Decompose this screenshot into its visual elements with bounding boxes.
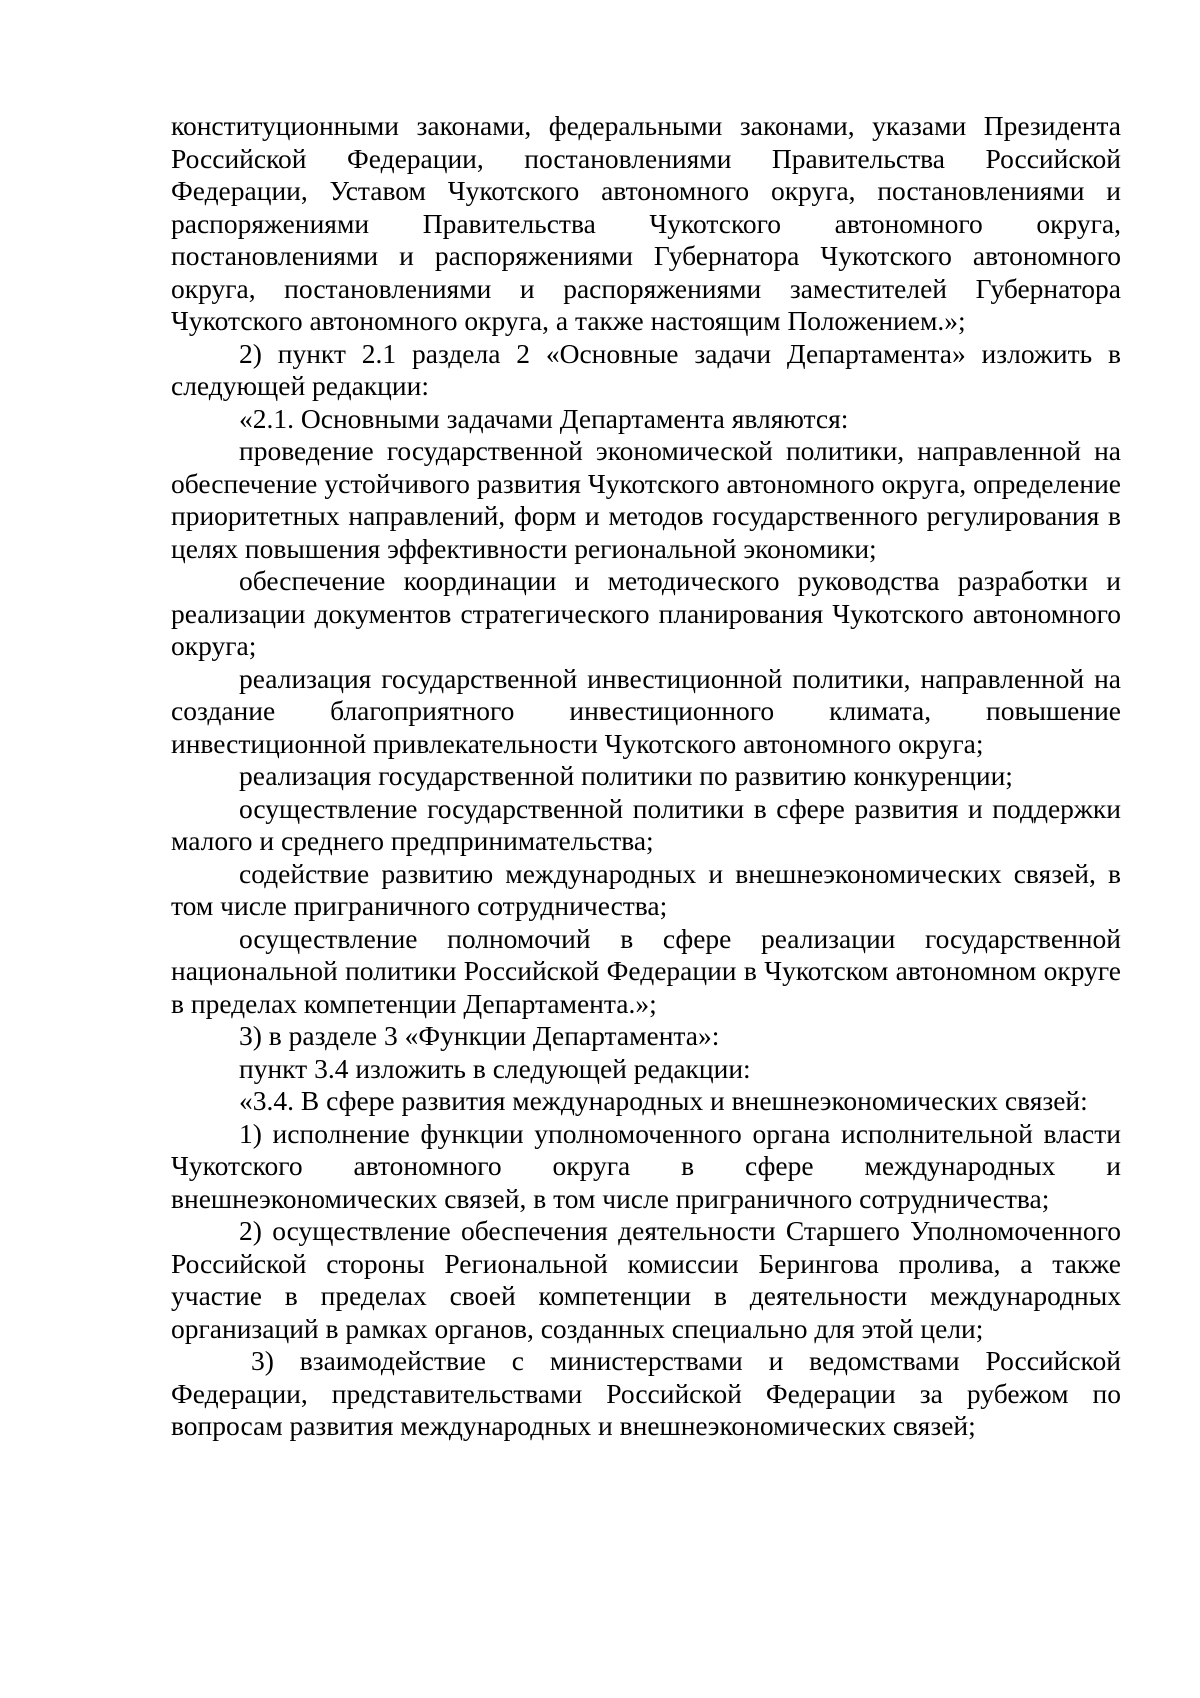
paragraph-12: пункт 3.4 изложить в следующей редакции: bbox=[239, 1052, 751, 1084]
paragraph-1: конституционными законами, федеральными законами, указами Президента Российской Федерации, постановлениями Правительства Российской Федерации, Уставом Чукотского автономного округа, постановлениями и распоряжениями Правительства Чукотского автономного округа, постановлениями и распоряжениями Губернатора Чукотского автономного округа, постановлениями и распоряжениями заместителей Губернатора Чукотского автономного округа, а также настоящим Положением.»; bbox=[171, 110, 1121, 336]
paragraph-8: осуществление государственной политики в сфере развития и поддержки малого и среднего предпринимательства; bbox=[171, 792, 1121, 856]
paragraph-9: содействие развитию международных и внешнеэкономических связей, в том числе приграничного сотрудничества; bbox=[171, 857, 1121, 921]
paragraph-11: 3) в разделе 3 «Функции Департамента»: bbox=[239, 1020, 720, 1051]
paragraph-15: 2) осуществление обеспечения деятельности Старшего Уполномоченного Российской стороны Региональной комиссии Берингова пролива, а также участие в пределах своей компетенции в деятельности международных организаций в рамках органов, созданных специально для этой цели; bbox=[171, 1215, 1121, 1344]
paragraph-5: обеспечение координации и методического руководства разработки и реализации документов стратегического планирования Чукотского автономного округа; bbox=[171, 565, 1121, 661]
paragraph-3: «2.1. Основными задачами Департамента являются: bbox=[239, 402, 849, 434]
paragraph-14: 1) исполнение функции уполномоченного органа исполнительной власти Чукотского автономного округа в сфере международных и внешнеэкономических связей, в том числе приграничного сотрудничества; bbox=[171, 1117, 1121, 1214]
paragraph-4: проведение государственной экономической политики, направленной на обеспечение устойчивого развития Чукотского автономного округа, определение приоритетных направлений, форм и методов государственного регулирования в целях повышения эффективности региональной экономики; bbox=[171, 435, 1121, 564]
paragraph-10: осуществление полномочий в сфере реализации государственной национальной политики Российской Федерации в Чукотском автономном округе в пределах компетенции Департамента.»; bbox=[171, 922, 1121, 1019]
document-body bbox=[171, 110, 1121, 1443]
paragraph-2: 2) пункт 2.1 раздела 2 «Основные задачи Департамента» изложить в следующей редакции: bbox=[171, 337, 1121, 401]
paragraph-13: «3.4. В сфере развития международных и внешнеэкономических связей: bbox=[239, 1085, 1088, 1116]
paragraph-6: реализация государственной инвестиционной политики, направленной на создание благоприятного инвестиционного климата, повышение инвестиционной привлекательности Чукотского автономного округа; bbox=[171, 662, 1121, 759]
paragraph-7: реализация государственной политики по развитию конкуренции; bbox=[239, 760, 1013, 791]
paragraph-16: 3) взаимодействие с министерствами и ведомствами Российской Федерации, представительствами Российской Федерации за рубежом по вопросам развития международных и внешнеэкономических связей; bbox=[171, 1345, 1121, 1441]
